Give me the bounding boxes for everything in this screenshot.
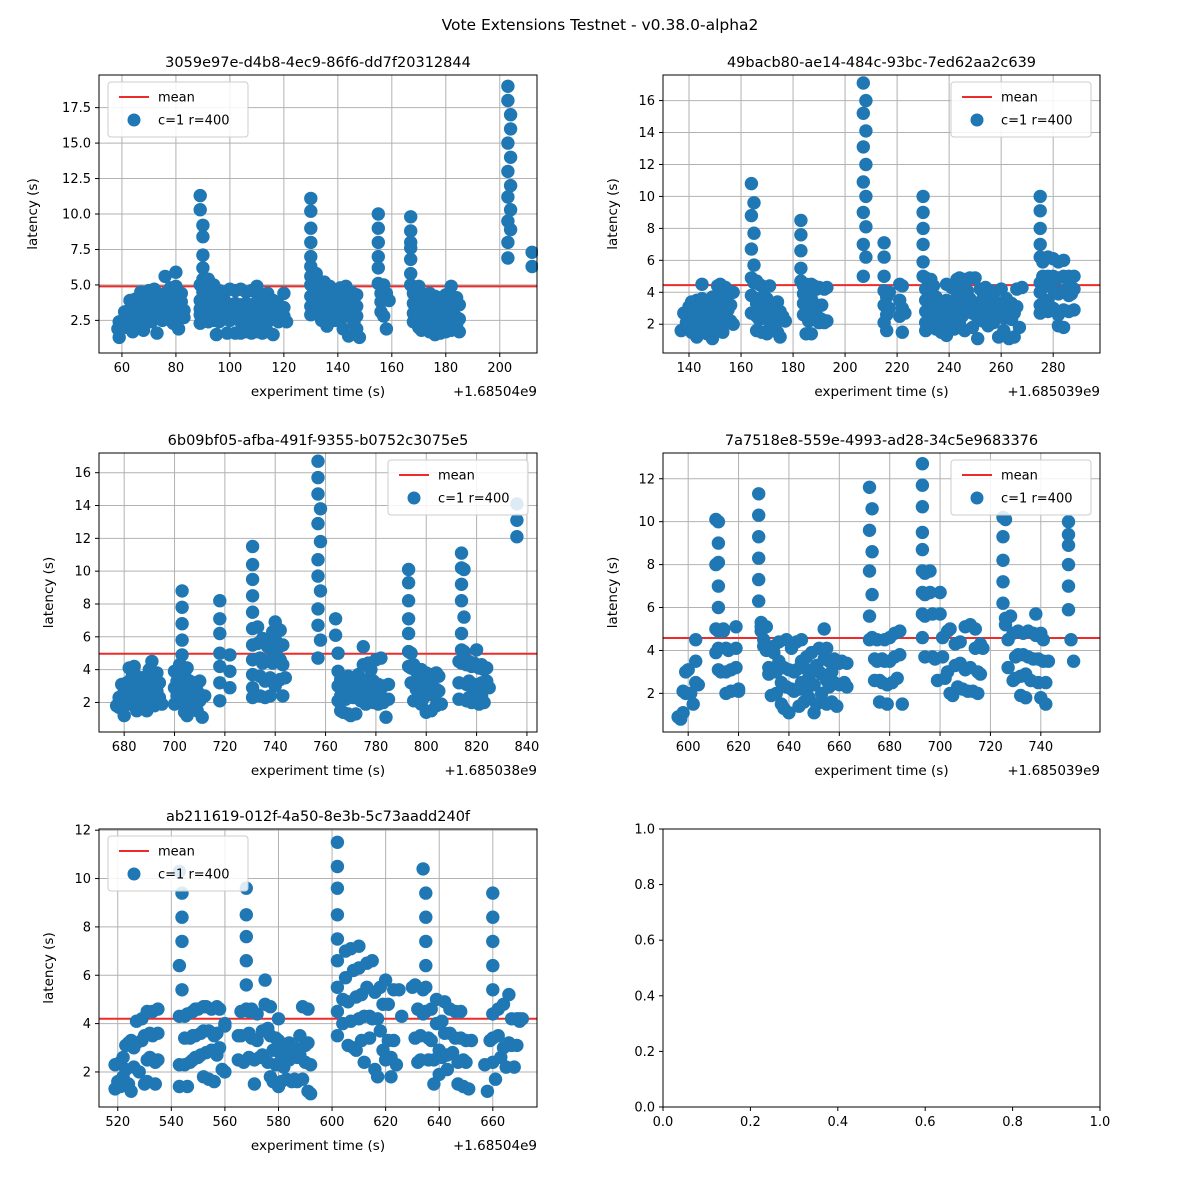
x-tick-label: 580 [266,1115,291,1130]
legend [388,460,528,515]
x-tick-label: 520 [105,1115,131,1130]
y-tick-label: 5.0 [70,278,91,294]
y-tick-label: 8 [82,920,91,936]
x-tick-label: 280 [1040,361,1066,376]
y-tick-label: 2 [82,695,91,711]
x-axis-offset-label: +1.68504e9 [452,384,537,400]
legend-mean-label: mean [158,90,195,106]
x-tick-label: 260 [988,361,1014,376]
x-tick-label: 0.0 [652,1115,674,1130]
y-tick-label: 12 [74,823,91,839]
y-tick-label: 12.5 [62,172,91,188]
y-tick-label: 12 [74,531,91,547]
legend-series-label: c=1 r=400 [158,867,230,883]
x-tick-label: 820 [464,740,490,755]
y-axis-label: latency (s) [41,556,57,629]
y-tick-label: 0.6 [634,933,655,949]
x-tick-label: 680 [877,740,903,755]
x-axis-label: experiment time (s) [250,1138,386,1154]
subplot-6 [634,823,1110,1131]
subplot-title: ab211619-012f-4a50-8e3b-5c73aadd240f [165,809,471,825]
subplot-title: 3059e97e-d4b8-4ec9-86f6-dd7f20312844 [165,55,471,71]
y-tick-label: 8 [82,597,91,613]
y-tick-label: 16 [638,94,655,110]
y-tick-label: 2 [646,686,655,702]
x-tick-label: 720 [212,740,238,755]
subplot-title: 6b09bf05-afba-491f-9355-b0752c3075e5 [167,433,469,449]
axes-frame [663,829,1100,1107]
tick-labels [634,823,1110,1131]
y-tick-label: 10 [638,515,655,531]
y-tick-label: 10 [74,872,91,888]
y-tick-label: 1.0 [634,822,655,838]
y-tick-label: 8 [646,221,655,237]
x-tick-label: 0.4 [827,1115,849,1130]
x-tick-label: 160 [728,361,754,376]
y-tick-label: 4 [82,663,91,679]
x-tick-label: 760 [313,740,338,755]
x-axis-label: experiment time (s) [814,763,949,779]
y-tick-label: 7.5 [70,242,91,258]
subplot-5 [41,809,537,1154]
legend [951,460,1091,515]
y-axis-label: latency (s) [41,932,57,1004]
y-tick-label: 10.0 [62,207,91,223]
y-axis-label: latency (s) [605,556,621,629]
y-tick-label: 10 [74,564,91,580]
y-tick-label: 0.8 [634,878,655,894]
legend-mean-label: mean [438,468,475,484]
y-tick-label: 12 [638,157,655,173]
y-tick-label: 8 [646,558,655,574]
x-tick-label: 740 [262,740,288,755]
x-tick-label: 200 [487,361,513,376]
subplot-4 [605,433,1100,779]
legend-mean-label: mean [1001,468,1038,484]
x-tick-label: 120 [271,361,297,376]
x-tick-label: 620 [726,740,751,755]
x-tick-label: 200 [832,361,858,376]
x-tick-label: 160 [379,361,405,376]
x-tick-label: 540 [158,1115,184,1130]
x-axis-label: experiment time (s) [250,384,386,400]
x-tick-label: 220 [884,361,910,376]
legend [108,82,248,137]
legend-mean-label: mean [1001,90,1038,106]
y-tick-label: 2 [646,317,655,333]
x-tick-label: 660 [826,740,852,755]
x-tick-label: 720 [978,740,1003,755]
legend-series-label: c=1 r=400 [158,113,230,129]
x-tick-label: 640 [426,1115,452,1130]
x-tick-label: 100 [217,361,243,376]
y-tick-label: 0.4 [634,989,655,1005]
x-axis-offset-label: +1.685039e9 [1007,384,1100,400]
x-tick-label: 180 [780,361,806,376]
x-axis-offset-label: +1.685038e9 [444,763,537,779]
y-tick-label: 16 [74,466,91,482]
x-tick-label: 60 [113,361,131,376]
legend-marker-sample [128,114,141,127]
y-tick-label: 0.2 [634,1044,655,1060]
x-axis-offset-label: +1.685039e9 [1007,763,1100,779]
y-tick-label: 14 [74,499,91,515]
x-tick-label: 840 [514,740,540,755]
x-axis-label: experiment time (s) [814,384,949,400]
y-tick-label: 4 [646,285,655,301]
y-tick-label: 10 [638,189,655,205]
x-tick-label: 780 [363,740,389,755]
x-tick-label: 140 [325,361,351,376]
x-tick-label: 560 [212,1115,238,1130]
x-tick-label: 800 [413,740,439,755]
y-tick-label: 12 [638,472,655,488]
y-tick-label: 4 [82,1017,91,1033]
x-tick-label: 700 [162,740,187,755]
x-tick-label: 740 [1028,740,1054,755]
x-tick-label: 140 [676,361,702,376]
x-axis-label: experiment time (s) [250,763,386,779]
figure-suptitle: Vote Extensions Testnet - v0.38.0-alpha2 [441,16,759,34]
x-tick-label: 80 [167,361,185,376]
subplot-3 [41,433,539,779]
y-tick-label: 15.0 [62,136,91,152]
legend-marker-sample [128,868,141,881]
legend [108,836,248,891]
subplot-title: 49bacb80-ae14-484c-93bc-7ed62aa2c639 [726,55,1037,71]
y-tick-label: 6 [646,601,655,617]
x-tick-label: 240 [936,361,962,376]
subplot-2 [605,55,1100,400]
x-tick-label: 680 [111,740,137,755]
subplot-1 [25,55,539,400]
y-tick-label: 2.5 [70,313,91,329]
legend-marker-sample [971,492,984,505]
x-tick-label: 600 [675,740,701,755]
legend-series-label: c=1 r=400 [1001,113,1073,129]
y-tick-label: 6 [646,253,655,269]
y-tick-label: 2 [82,1065,91,1081]
legend-marker-sample [408,492,421,505]
x-tick-label: 600 [319,1115,345,1130]
x-tick-label: 1.0 [1089,1115,1111,1130]
x-axis-offset-label: +1.68504e9 [452,1138,537,1154]
y-tick-label: 6 [82,630,91,646]
x-tick-label: 180 [433,361,459,376]
x-tick-label: 0.2 [740,1115,761,1130]
y-tick-label: 6 [82,968,91,984]
legend-series-label: c=1 r=400 [1001,491,1073,507]
x-tick-label: 0.8 [1002,1115,1023,1130]
x-tick-label: 620 [373,1115,399,1130]
y-tick-label: 14 [638,126,655,142]
legend-mean-label: mean [158,844,195,860]
x-tick-label: 640 [776,740,802,755]
x-tick-label: 0.6 [914,1115,936,1130]
x-tick-label: 700 [927,740,953,755]
legend-marker-sample [971,114,984,127]
y-tick-label: 0.0 [634,1100,655,1116]
legend [951,82,1091,137]
subplot-title: 7a7518e8-559e-4993-ad28-34c5e9683376 [724,433,1039,449]
y-axis-label: latency (s) [605,178,621,250]
tick-marks [659,829,1100,1111]
y-axis-label: latency (s) [25,178,41,250]
y-tick-label: 4 [646,643,655,659]
legend-series-label: c=1 r=400 [438,491,510,507]
x-tick-label: 660 [480,1115,506,1130]
y-tick-label: 17.5 [62,101,91,117]
